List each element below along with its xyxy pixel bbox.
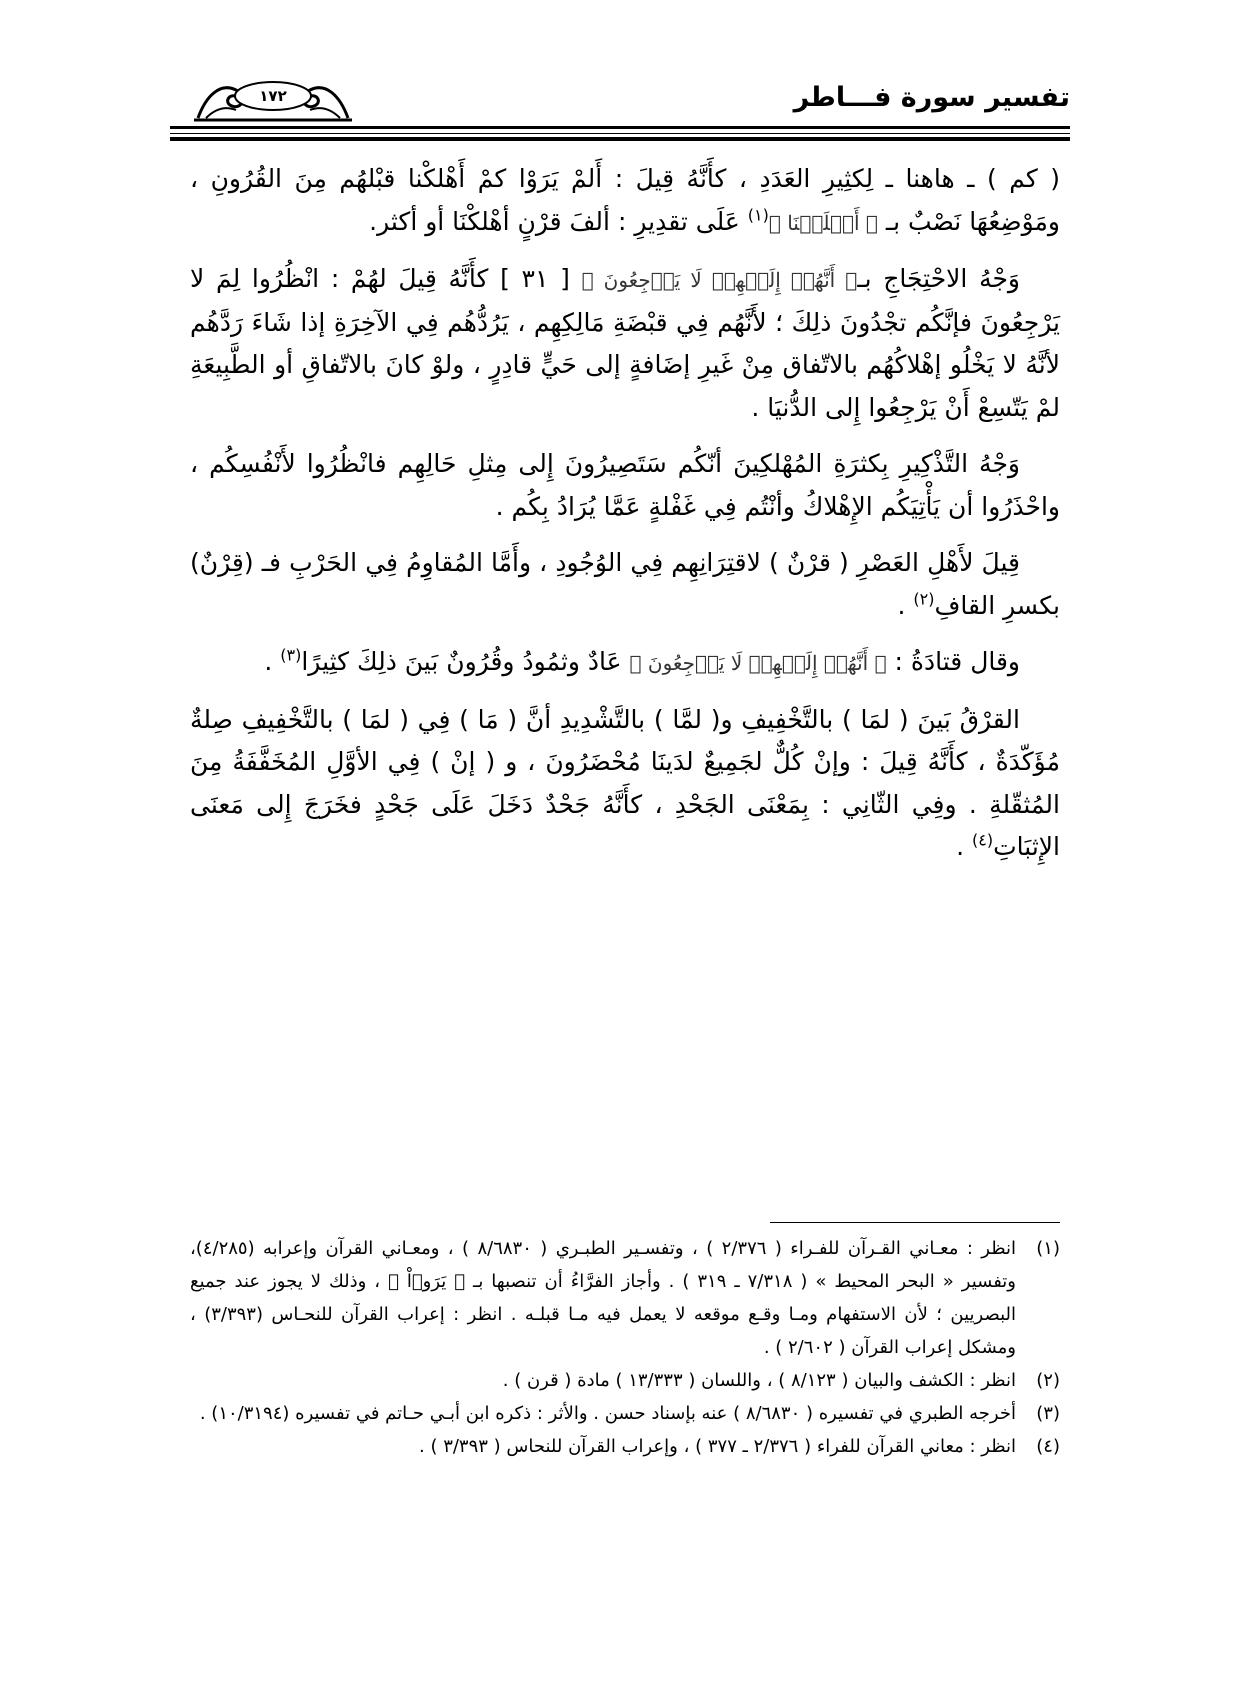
footnote-text: انظر : الكشف والبيان ( ٨/١٢٣ ) ، واللسان ( ١٣/٣٣٣ ) مادة ( قرن ) . xyxy=(502,1370,1016,1391)
page-number: ١٧٢ xyxy=(259,87,287,105)
quran-quote: ﴿ أَنَّهُمۡ إِلَيۡهِمۡ لَا يَرۡجِعُونَ ﴾ xyxy=(629,651,887,675)
quran-quote: ﴿ أَنَّهُمۡ إِلَيۡهِمۡ لَا يَرۡجِعُونَ ﴾ xyxy=(581,268,858,292)
paragraph xyxy=(190,443,1060,528)
footnote xyxy=(190,1232,1060,1364)
footnote-text: انظر : معـاني القـرآن للفـراء ( ٢/٣٧٦ ) ، وتفسـير الطبـري ( ٨/٦٨٣٠ ) ، ومعـاني القرآن وإعرابه (٤/٢٨٥)، وتفسير « البحر المحيط » ( ٧/٣١٨ ـ ٣١٩ ) . وأجاز الفرَّاءُ أن تنصبها بـ ﴿ يَرَوۡاْ ﴾ ، وذلك لا يجوز عند جميع البصريين ؛ لأن الاستفهام ومـا وقـع موقعه لا يعمل فيه مـا قبلـه . انظر : إعراب القرآن للنحـاس (٣/٣٩٣) ، ومشكل إعراب القرآن ( ٢/٦٠٢ ) . xyxy=(190,1238,1017,1358)
footnote-marker: (١) xyxy=(747,205,769,225)
footnote xyxy=(190,1430,1060,1463)
footnote-separator xyxy=(770,1222,1060,1223)
footnote-marker: (٢) xyxy=(913,589,935,609)
paragraph-text: . xyxy=(897,590,906,620)
footnotes xyxy=(190,1232,1060,1463)
footnote-text: انظر : معاني القرآن للفراء ( ٢/٣٧٦ ـ ٣٧٧ ) ، وإعراب القرآن للنحاس ( ٣/٣٩٣ ) . xyxy=(419,1436,1016,1457)
paragraph xyxy=(190,258,1060,429)
paragraph-text: وقال قتادَةُ : xyxy=(894,647,1020,676)
footnote-text: أخرجه الطبري في تفسيره ( ٨/٦٨٣٠ ) عنه بإسناد حسن . والأثر : ذكره ابن أبـي حـاتم في تفسيره (١٠/٣١٩٤) . xyxy=(199,1403,1016,1424)
footnote xyxy=(190,1397,1060,1430)
quran-quote: ﴿ أَهۡلَكۡنَا ﴾ xyxy=(768,210,878,235)
paragraph-text: ( كم ) ـ هاهنا ـ لِكثِيرِ العَدَدِ ، كأَنَّهُ قِيلَ : أَلمْ يَرَوْا كمْ أَهْلكْنا قبْلهُم مِنَ القُرُونِ ، ومَوْضِعُهَا نَصْبٌ بـ xyxy=(190,164,1060,236)
header-rule-thick xyxy=(170,126,1070,129)
paragraph-text: وَجْهُ التَّذْكِيرِ بِكثرَةِ المُهْلكِينَ أنّكُم سَتَصِيرُونَ إِلى مِثلِ حَالِهِم فانْظُرُوا لأَنْفُسِكُم ، واحْذَرُوا أن يَأْتِيَكُم الإِهْلاكُ وأنْتُم فِي غَفْلةٍ عَمَّا يُرَادُ بِكُم . xyxy=(190,449,1060,521)
footnote-number: (٢) xyxy=(1036,1370,1060,1391)
page-header xyxy=(170,70,1070,140)
paragraph-text: وَجْهُ الاحْتِجَاجِ بـ xyxy=(857,264,1021,293)
paragraph-text: قِيلَ لأَهْلِ العَصْرِ ( قرْنٌ ) لاقتِرَانِهِم فِي الوُجُودِ ، وأَمَّا المُقاوِمُ فِي الحَرْبِ فـ (قِرْنٌ) بكسرِ القافِ xyxy=(190,548,1060,620)
main-text xyxy=(190,158,1060,883)
paragraph xyxy=(190,641,1060,685)
footnote-marker: (٣) xyxy=(280,645,302,665)
footnote-number: (١) xyxy=(1036,1238,1060,1259)
header-rule-bottom xyxy=(170,137,1070,141)
paragraph-text: [ ٣١ ] كأَنَّهُ قِيلَ لهُمْ : انْظُرُوا لِمَ لا يَرْجِعُونَ فإنَّكُم تجْدُونَ ذلِكَ ؛ لأَنَّهُم فِي قبْضَةِ مَالِكِهِم ، يَرُدُّهُم فِي الآخِرَةِ إذا شَاءَ رَدَّهُم لأنَّهُ لا يَخْلُو إهْلاكُهُم بالاتّفاق مِنْ غَيرِ إضَافةٍ إلى حَيٍّ قادِرٍ ، ولوْ كانَ بالاتّفاقِ أو الطَّبِيعَةِ لمْ يَتّسِعْ أَنْ يَرْجِعُوا إِلى الدُّنيَا . xyxy=(190,264,1060,422)
paragraph-text: عَادٌ وثمُودُ وقُرُونٌ بَينَ ذلِكَ كثِيرًا xyxy=(301,647,622,676)
paragraph xyxy=(190,542,1060,627)
paragraph xyxy=(190,158,1060,244)
paragraph-text: . xyxy=(264,647,273,676)
header-rule-thin xyxy=(170,133,1070,134)
footnote-number: (٤) xyxy=(1036,1436,1060,1457)
footnote-number: (٣) xyxy=(1036,1403,1060,1424)
paragraph-text: . xyxy=(956,832,965,861)
paragraph-text: عَلَى تقدِيرِ : ألفَ قرْنٍ أهْلكْنَا أو أكثر. xyxy=(369,206,740,236)
paragraph xyxy=(190,699,1060,869)
paragraph-text: القرْقُ بَينَ ( لمَا ) بالتَّخْفِيفِ و( لمَّا ) بالتَّشْدِيدِ أنَّ ( مَا ) فِي ( لمَا ) بالتَّخْفِيفِ صِلةٌ مُؤَكّدَةٌ ، كأَنَّهُ قِيلَ : وإنْ كُلٌّ لجَمِيعٌ لدَينَا مُحْضَرُونَ ، و ( إنْ ) فِي الأوَّلِ المُخَفَّفَةُ مِنَ المُثقّلةِ . وفِي الثّانِي : بِمَعْنَى الجَحْدِ ، كأَنَّهُ جَحْدٌ دَخَلَ عَلَى جَحْدٍ فخَرَجَ إِلى مَعنَى الإِثبَاتِ xyxy=(190,704,1060,861)
footnote-marker: (٤) xyxy=(972,830,994,850)
running-title: تفسير سورة فـــاطر xyxy=(793,82,1070,113)
footnote xyxy=(190,1364,1060,1397)
